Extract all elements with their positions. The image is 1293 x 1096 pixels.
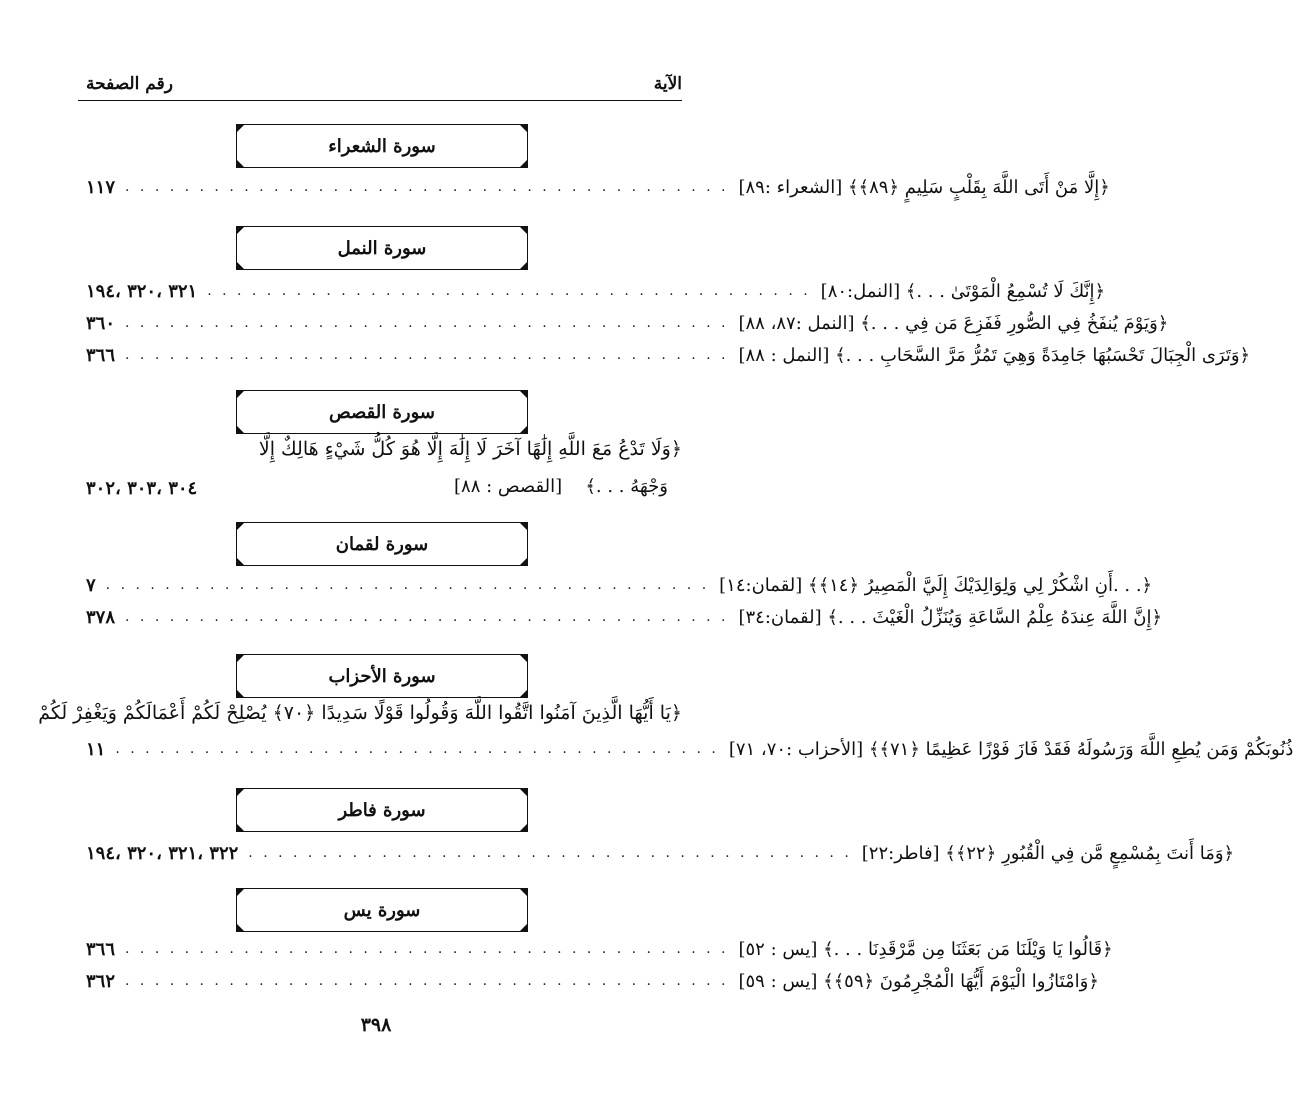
entry-pages: ٧: [86, 574, 96, 596]
entry-verse: ﴿. . .أَنِ اشْكُرْ لِي وَلِوَالِدَيْكَ إِلَيَّ الْمَصِيرُ ﴿١٤﴾﴾ [لقمان:١٤]: [719, 574, 1153, 596]
surah-title-naml: سورة النمل: [236, 226, 528, 270]
surah-title-ahzab: سورة الأحزاب: [236, 654, 528, 698]
verse-line: ﴿يَا أَيُّهَا الَّذِينَ آمَنُوا اتَّقُوا اللَّهَ وَقُولُوا قَوْلًا سَدِيدًا ﴿٧٠﴾ يُصْلِحْ لَكُمْ أَعْمَالَكُمْ وَيَغْفِرْ لَكُمْ: [38, 702, 682, 724]
entry-pages: ١١٧: [86, 176, 116, 198]
surah-title-luqman: سورة لقمان: [236, 522, 528, 566]
entry-verse: ﴿قَالُوا يَا وَيْلَنَا مَن بَعَثَنَا مِن مَّرْقَدِنَا . . .﴾ [يس : ٥٢]: [738, 938, 1113, 960]
index-entry: [86, 602, 1163, 632]
entry-pages: ١١: [86, 738, 106, 760]
leader-dots: . . . . . . . . . . . . . . . . . . . . . . . . . . . . . . . . . . . . . . . . .: [125, 609, 729, 625]
leader-dots: . . . . . . . . . . . . . . . . . . . . . . . . . . . . . . . . . . . . . . . . .: [125, 347, 729, 363]
index-entry: [86, 276, 1106, 306]
index-entry: [86, 570, 1153, 600]
entry-verse: ﴿إِنَّ اللَّهَ عِندَهُ عِلْمُ السَّاعَةِ وَيُنَزِّلُ الْغَيْثَ . . .﴾ [لقمان:٣٤]: [738, 606, 1163, 628]
entry-verse: ﴿إِلَّا مَنْ أَتَى اللَّهَ بِقَلْبٍ سَلِيمٍ ﴿٨٩﴾﴾ [الشعراء :٨٩]: [738, 176, 1110, 198]
leader-dots: . . . . . . . . . . . . . . . . . . . . . . . . . . . . . . . . . . . . . . . . .: [125, 941, 729, 957]
entry-pages: ٣٢٢ ،٣٢١ ،٣٢٠ ،١٩٤: [86, 842, 239, 864]
verse-line: ﴿وَلَا تَدْعُ مَعَ اللَّهِ إِلَٰهًا آخَرَ لَا إِلَٰهَ إِلَّا هُوَ كُلُّ شَيْءٍ هَالِكٌ إِلَّا: [258, 438, 682, 460]
leader-dots: . . . . . . . . . . . . . . . . . . . . . . . . . . . . . . . . . . . . . . . . .: [125, 315, 729, 331]
entry-pages: ٣٢١ ،٣٢٠ ،١٩٤: [86, 280, 198, 302]
entry-verse: ﴿وَيَوْمَ يُنفَخُ فِي الصُّورِ فَفَزِعَ مَن فِي . . .﴾ [النمل :٨٧، ٨٨]: [738, 312, 1169, 334]
verse-line: وَجْهَهُ . . .﴾: [585, 476, 668, 497]
page-column-label: رقم الصفحة: [86, 74, 173, 94]
index-entry: [86, 934, 1113, 964]
entry-pages: ٣٦٠: [86, 312, 116, 334]
surah-title-shuara: سورة الشعراء: [236, 124, 528, 168]
entry-verse: ﴿إِنَّكَ لَا تُسْمِعُ الْمَوْتَىٰ . . .﴾ [النمل:٨٠]: [820, 280, 1106, 302]
column-header: [78, 70, 682, 101]
aya-column-label: الآية: [653, 74, 682, 94]
page-number: ٣٩٨: [360, 1014, 392, 1036]
index-entry: [86, 966, 1099, 996]
leader-dots: . . . . . . . . . . . . . . . . . . . . . . . . . . . . . . . . . . . . . . . . .: [105, 577, 710, 593]
surah-title-qasas: سورة القصص: [236, 390, 528, 434]
leader-dots: . . . . . . . . . . . . . . . . . . . . . . . . . . . . . . . . . . . . . . . . .: [125, 179, 729, 195]
index-entry: [86, 172, 1110, 202]
entry-verse: ﴿وَامْتَازُوا الْيَوْمَ أَيُّهَا الْمُجْرِمُونَ ﴿٥٩﴾﴾ [يس : ٥٩]: [738, 970, 1099, 992]
entry-verse: ﴿وَمَا أَنتَ بِمُسْمِعٍ مَّن فِي الْقُبُورِ ﴿٢٢﴾﴾ [فاطر:٢٢]: [861, 842, 1235, 864]
entry-pages: ٣٦٢: [86, 970, 116, 992]
surah-title-yasin: سورة يس: [236, 888, 528, 932]
surah-title-fatir: سورة فاطر: [236, 788, 528, 832]
entry-verse: ﴿وَتَرَى الْجِبَالَ تَحْسَبُهَا جَامِدَةً وَهِيَ تَمُرُّ مَرَّ السَّحَابِ . . .﴾ [النمل : ٨٨]: [738, 344, 1251, 366]
entry-pages: ٣٦٦: [86, 938, 116, 960]
leader-dots: . . . . . . . . . . . . . . . . . . . . . . . . . . . . . . . . . . . . . . . . .: [248, 845, 852, 861]
entry-pages: ٣٧٨: [86, 606, 116, 628]
index-entry: [86, 340, 1251, 370]
entry-verse: ذُنُوبَكُمْ وَمَن يُطِعِ اللَّهَ وَرَسُولَهُ فَقَدْ فَازَ فَوْزًا عَظِيمًا ﴿٧١﴾﴾ [الأحزاب :٧٠، ٧١]: [728, 738, 1293, 760]
leader-dots: . . . . . . . . . . . . . . . . . . . . . . . . . . . . . . . . . . . . . . . . .: [125, 973, 729, 989]
entry-pages: ٣٦٦: [86, 344, 116, 366]
leader-dots: . . . . . . . . . . . . . . . . . . . . . . . . . . . . . . . . . . . . . . . . .: [207, 283, 811, 299]
leader-dots: . . . . . . . . . . . . . . . . . . . . . . . . . . . . . . . . . . . . . . . . .: [115, 741, 719, 757]
verse-reference: [القصص : ٨٨]: [454, 476, 563, 497]
entry-pages: ٣٠٤ ،٣٠٣ ،٣٠٢: [86, 478, 198, 499]
index-entry: [86, 838, 1235, 868]
index-entry: [86, 308, 1169, 338]
index-entry: [86, 734, 1293, 764]
